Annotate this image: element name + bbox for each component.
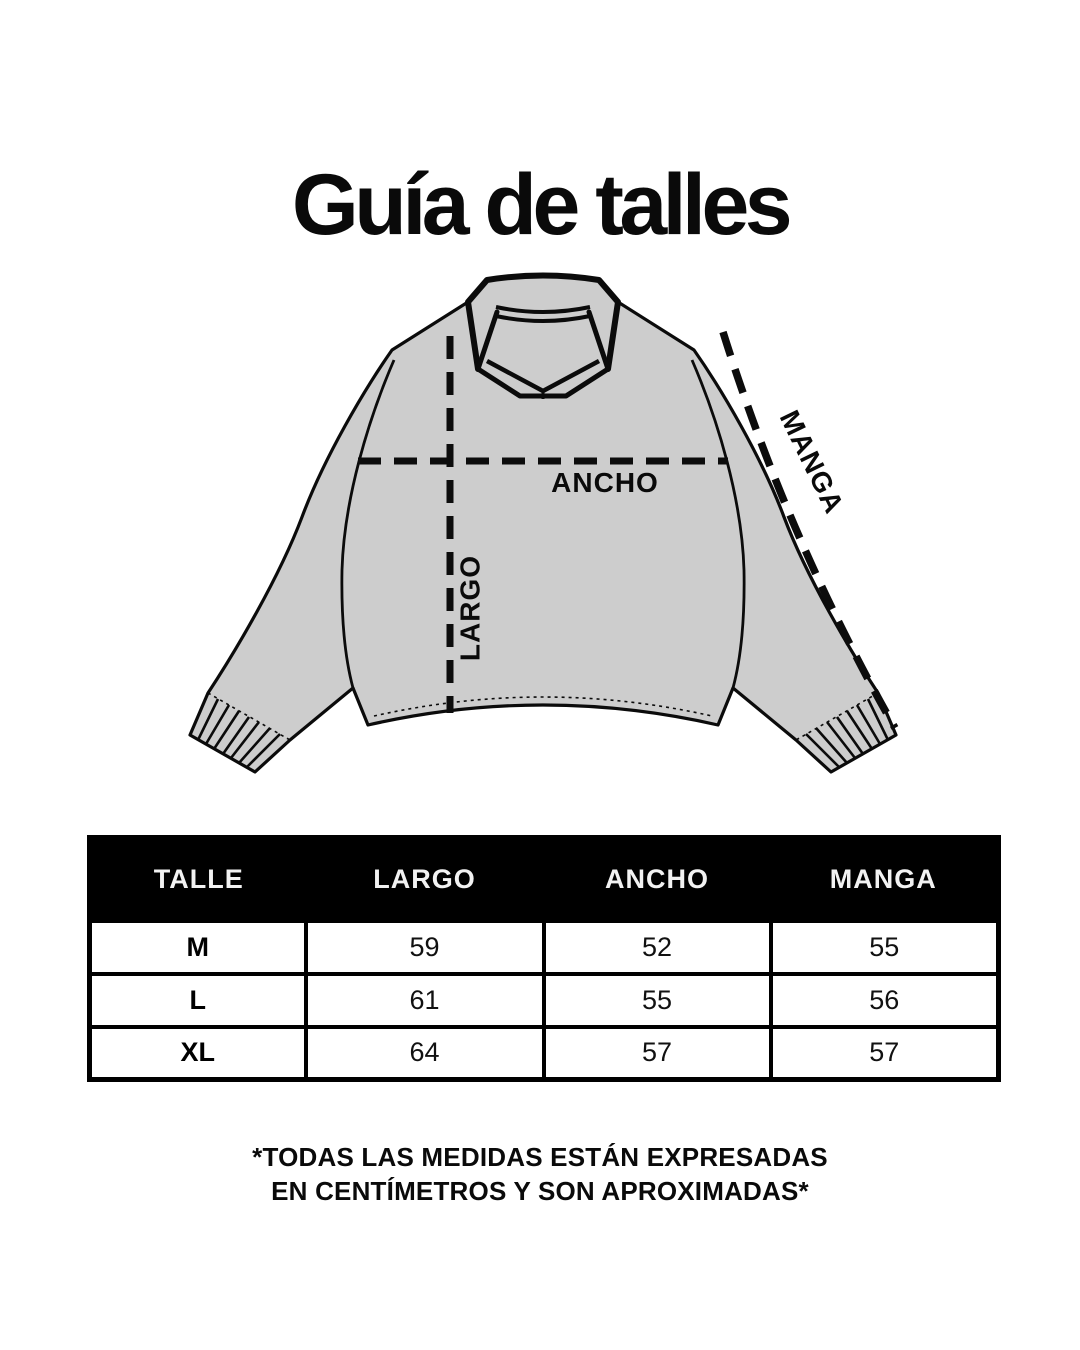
col-header-manga: MANGA	[771, 838, 999, 921]
value-cell: 55	[544, 974, 771, 1027]
size-table-header	[90, 838, 999, 921]
size-table	[87, 835, 1001, 1082]
value-cell: 57	[544, 1027, 771, 1080]
value-cell: 55	[771, 921, 999, 974]
size-cell: M	[90, 921, 306, 974]
footnote	[0, 1140, 1080, 1208]
col-header-ancho: ANCHO	[544, 838, 771, 921]
value-cell: 57	[771, 1027, 999, 1080]
value-cell: 56	[771, 974, 999, 1027]
size-cell: L	[90, 974, 306, 1027]
header-row	[90, 838, 999, 921]
table-row-xl	[90, 1027, 999, 1080]
value-cell: 59	[306, 921, 544, 974]
page-title: Guía de talles	[291, 156, 789, 253]
col-header-largo: LARGO	[306, 838, 544, 921]
largo-label: LARGO	[454, 554, 486, 662]
manga-label: MANGA	[773, 405, 851, 519]
footnote-line-2: EN CENTÍMETROS Y SON APROXIMADAS*	[271, 1176, 809, 1206]
value-cell: 61	[306, 974, 544, 1027]
table-row-l	[90, 974, 999, 1027]
footnote-line-1: *TODAS LAS MEDIDAS ESTÁN EXPRESADAS	[252, 1142, 828, 1172]
ancho-label: ANCHO	[551, 467, 659, 498]
col-header-talle: TALLE	[90, 838, 306, 921]
value-cell: 52	[544, 921, 771, 974]
size-cell: XL	[90, 1027, 306, 1080]
value-cell: 64	[306, 1027, 544, 1080]
table-row-m	[90, 921, 999, 974]
